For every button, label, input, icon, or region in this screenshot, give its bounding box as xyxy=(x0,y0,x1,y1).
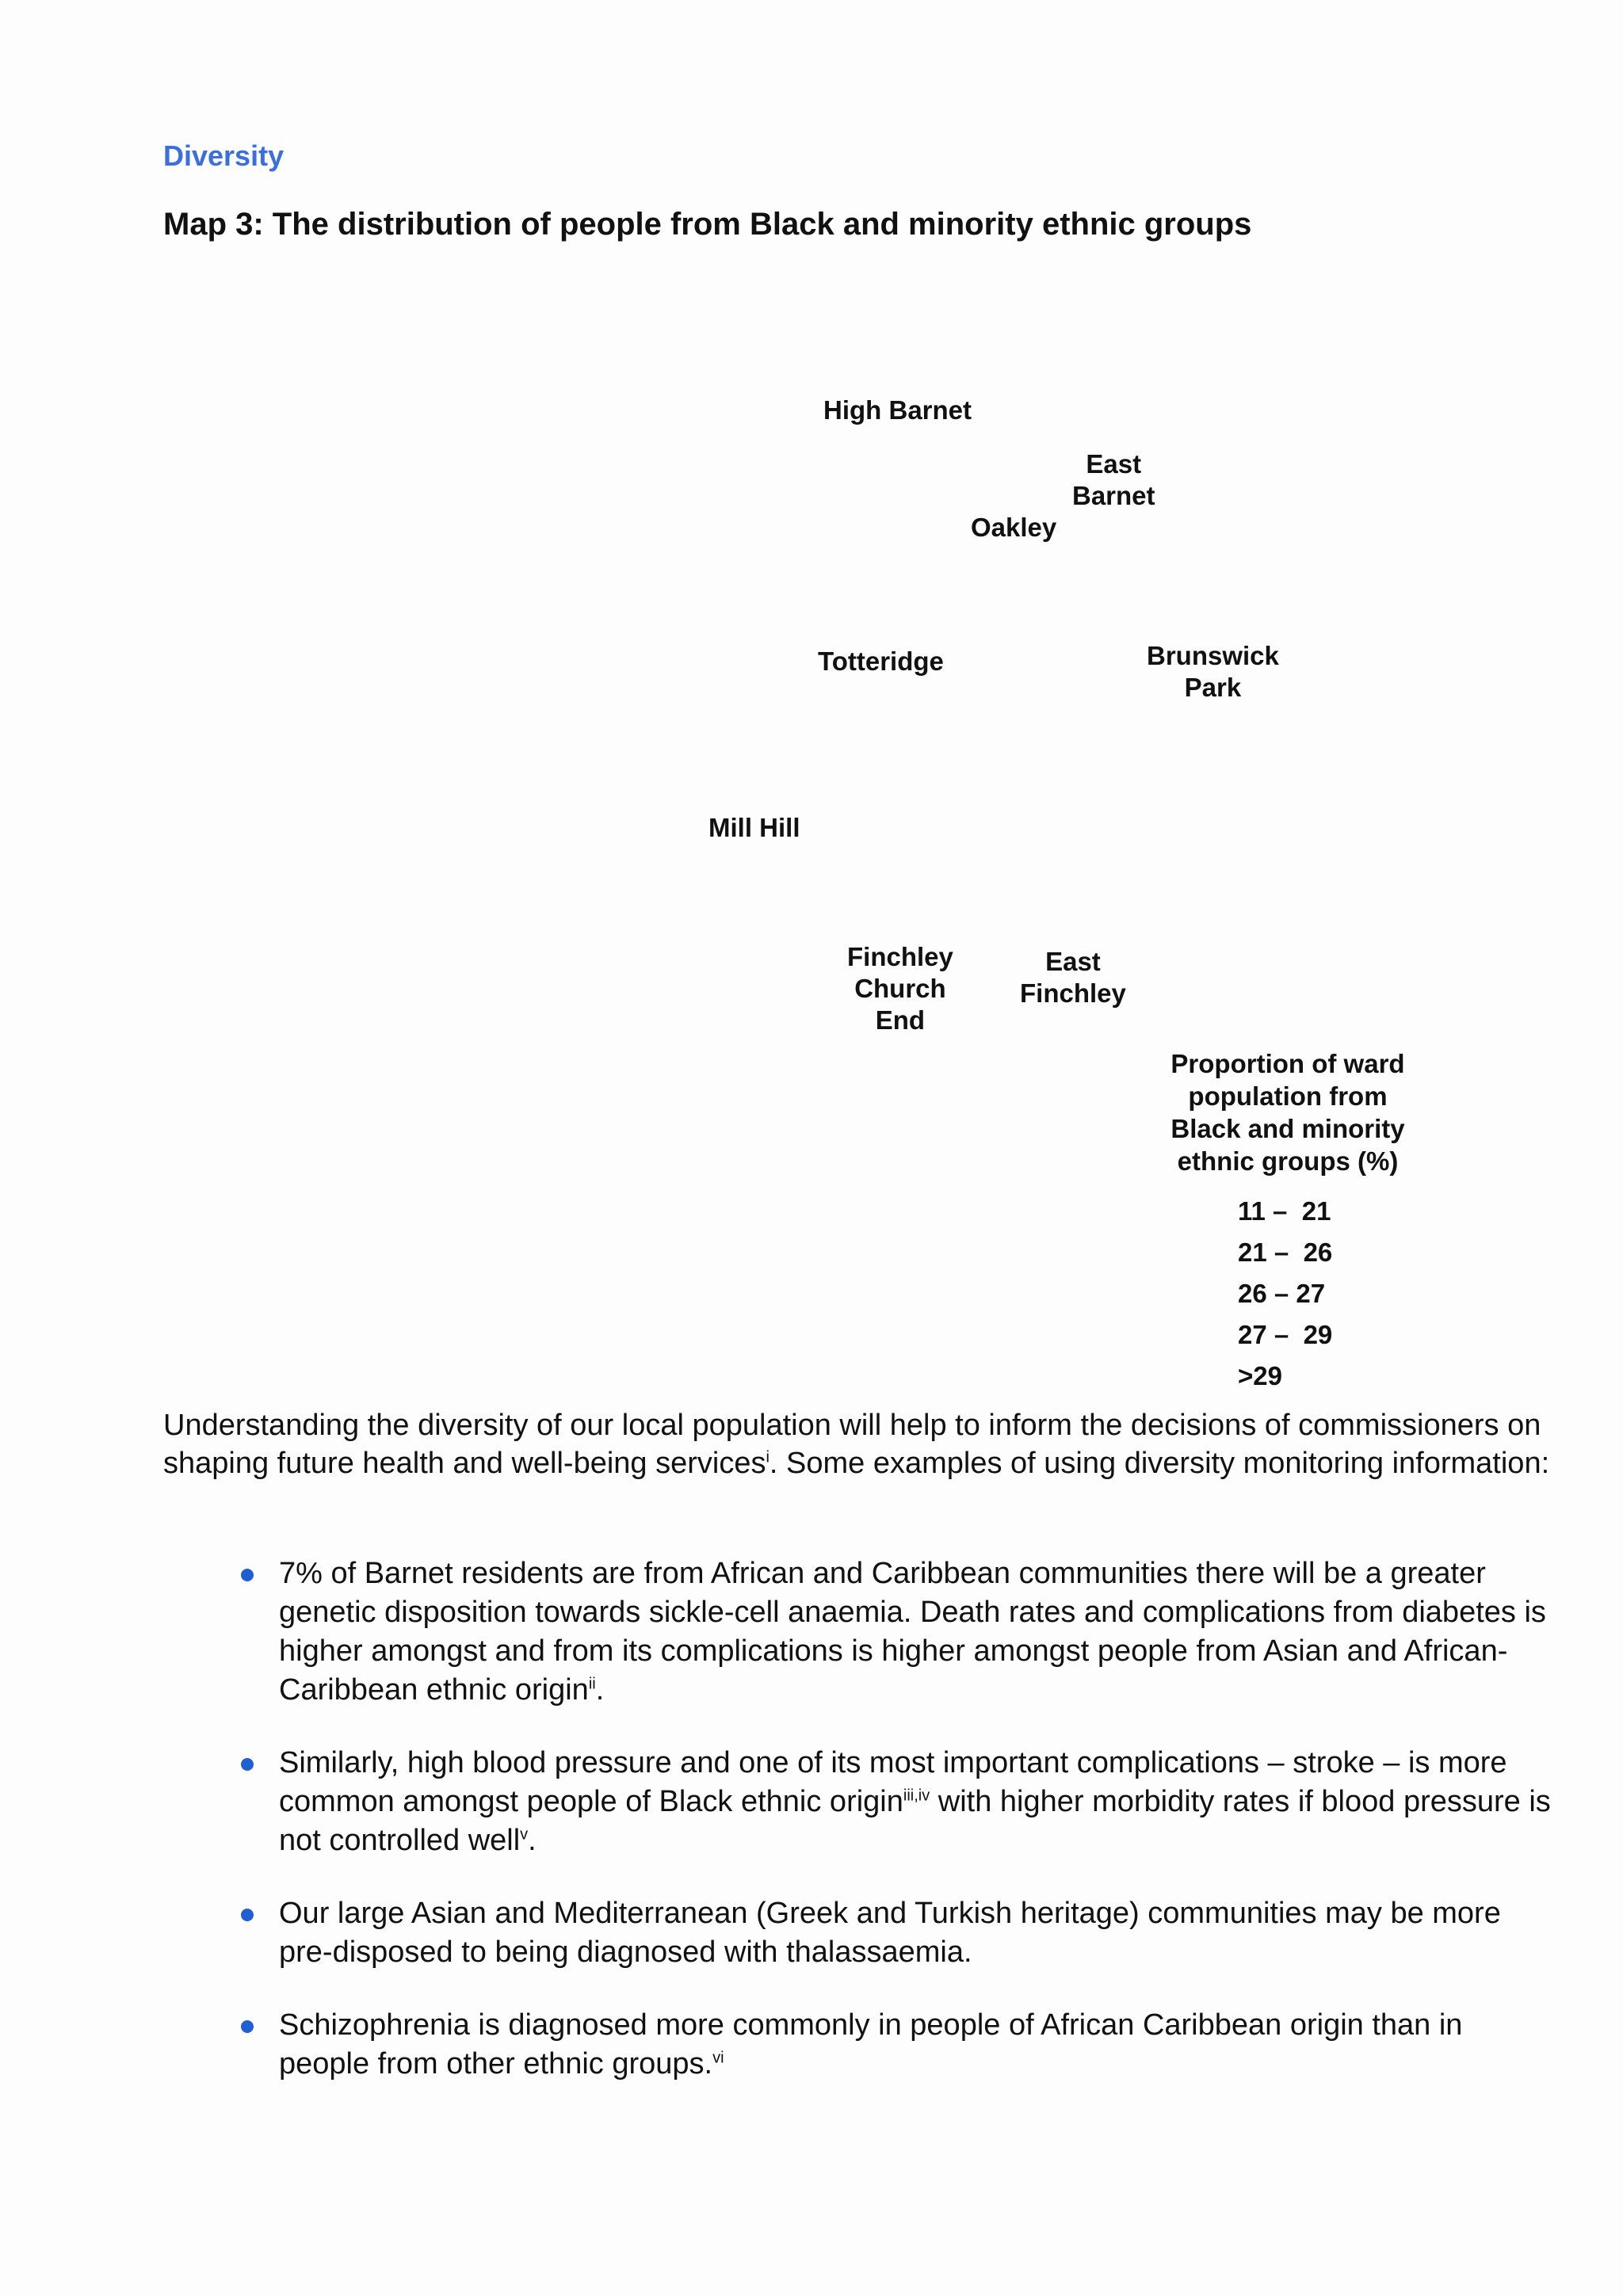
ward-label-line: Mill Hill xyxy=(708,813,800,842)
intro-text: Understanding the diversity of our local population will help to inform the decisions of commissioners on shaping future health and well-being services xyxy=(163,1409,1541,1480)
footnote-ref: i xyxy=(766,1448,769,1466)
legend-range: 11 – 21 xyxy=(1238,1196,1331,1226)
bullet-item xyxy=(163,1894,1558,1972)
footnote-ref: ii xyxy=(588,1675,596,1693)
ward-label-line: Finchley xyxy=(1020,978,1126,1008)
bullet-icon xyxy=(241,1569,254,1581)
bullet-text: Schizophrenia is diagnosed more commonly in people of African Caribbean origin than in people from other ethnic groups. xyxy=(279,2008,1463,2081)
bullet-item xyxy=(163,2006,1558,2084)
legend-title-line: Black and minority xyxy=(1170,1114,1405,1143)
bullet-icon xyxy=(241,2020,254,2033)
ward-label-line: End xyxy=(875,1005,926,1035)
ward-label-line: Oakley xyxy=(971,513,1057,542)
ward-label-line: Park xyxy=(1184,673,1242,702)
bullet-icon xyxy=(241,1758,254,1771)
bullet-item xyxy=(163,1554,1558,1710)
ward-label-line: East xyxy=(1086,449,1142,479)
ward-label-line: Finchley xyxy=(847,942,953,971)
bullet-list xyxy=(163,1554,1558,2118)
legend-range: >29 xyxy=(1238,1361,1282,1390)
ward-label-line: Barnet xyxy=(1072,481,1155,510)
ward-label-line: Brunswick xyxy=(1147,641,1279,670)
ward-label-oakley xyxy=(971,512,1056,543)
ward-label-mill-hill xyxy=(708,812,800,844)
bullet-text: 7% of Barnet residents are from African and Caribbean communities there will be a greater genetic disposition towards sickle-cell anaemia. Death rates and complications from diabetes is higher amongst and from its complications is higher amongst people from Asian and African-Caribbean ethnic origin xyxy=(279,1557,1546,1707)
footnote-ref: vi xyxy=(712,2049,724,2067)
legend-range: 21 – 26 xyxy=(1238,1238,1333,1267)
legend-title-line: Proportion of ward xyxy=(1170,1049,1405,1078)
bullet-item xyxy=(163,1744,1558,1860)
legend-title xyxy=(1141,1047,1434,1177)
bullet-text: . xyxy=(528,1824,537,1857)
ward-label-east-barnet xyxy=(1072,448,1155,512)
bullet-text: . xyxy=(595,1673,605,1707)
bullet-text: with higher morbidity rates if blood pressure is not controlled well xyxy=(279,1785,1551,1857)
legend-range: 27 – 29 xyxy=(1238,1320,1333,1349)
intro-paragraph xyxy=(163,1406,1558,1482)
ward-label-high-barnet xyxy=(823,395,972,426)
bullet-text: Our large Asian and Mediterranean (Greek and Turkish heritage) communities may be more pre-disposed to being diagnosed with thalassaemia. xyxy=(279,1897,1501,1969)
ward-label-line: High Barnet xyxy=(823,395,972,425)
ward-label-east-finchley xyxy=(1020,946,1126,1009)
ward-label-line: Church xyxy=(854,974,946,1003)
footnote-ref: v xyxy=(520,1825,529,1844)
ward-label-line: Totteridge xyxy=(818,646,944,676)
ward-label-finchley-church-end xyxy=(847,941,953,1036)
footnote-ref: iii,iv xyxy=(903,1787,930,1805)
ward-label-brunswick-park xyxy=(1147,640,1279,704)
section-heading: Diversity xyxy=(163,139,285,172)
legend-ranges xyxy=(1238,1196,1332,1402)
bullet-icon xyxy=(241,1909,254,1921)
legend-range: 26 – 27 xyxy=(1238,1279,1326,1308)
intro-text: . Some examples of using diversity monitoring information: xyxy=(769,1447,1550,1480)
ward-label-totteridge xyxy=(818,646,944,677)
map-title: Map 3: The distribution of people from Black and minority ethnic groups xyxy=(163,207,1252,242)
legend-title-line: ethnic groups (%) xyxy=(1177,1146,1399,1176)
bullet-text: Similarly, high blood pressure and one of its most important complications – stroke – is more common amongst people of Black ethnic origin xyxy=(279,1746,1507,1818)
ward-label-line: East xyxy=(1045,947,1101,976)
legend-title-line: population from xyxy=(1188,1081,1388,1111)
